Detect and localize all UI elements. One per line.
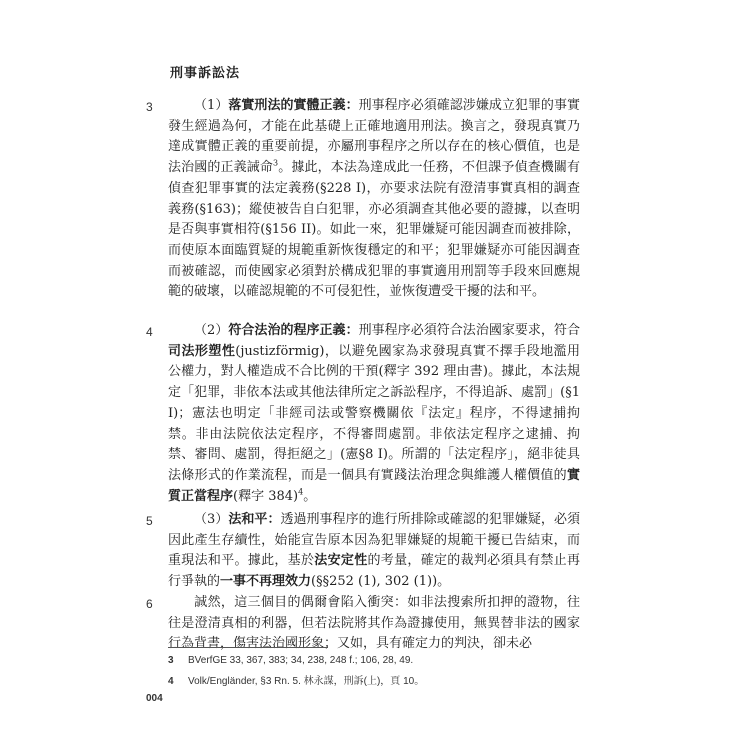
heading-substantive-justice: 落實刑法的實體正義： [228,98,359,113]
page-number: 004 [146,693,163,704]
footnote-divider [168,647,328,648]
margin-number: 6 [146,597,153,611]
footnote-ref-3: 3 [273,158,279,168]
heading-procedural-justice: 符合法治的程序正義： [228,323,359,338]
footnote-4: 4 Volk/Engländer, §3 Rn. 5. 林永謀，刑訴(上)，頁 10。 [168,676,425,687]
margin-number: 5 [146,514,153,528]
heading-legal-peace: 法和平： [228,512,281,527]
margin-number: 4 [146,325,153,339]
running-header: 刑事訴訟法 [170,66,241,81]
paragraph-4: （2）符合法治的程序正義：刑事程序必須符合法治國家要求，符合司法形塑性(justizförmig)，以避免國家為求發現真實不擇手段地濫用公權力，對人權造成不合比例的干預(釋字 392 理由書)。據此，本法規定「犯罪，非依本法或其他法律所定之訴訟程序，不得追訴、處罰」(§1 I)；憲法也明定「非經司法或警察機關依『法定』程序，不得逮捕拘禁。非由法院依法定程序，不得審問處罰。非依法定程序之逮捕、拘禁、審問、處罰，得拒絕之」(憲§8 I)。所謂的「法定程序」，絕非徒具法條形式的作業流程，而是一個具有實踐法治理念與維護人權價值的實質正當程序(釋字 384)$^4$。 [168,323,580,504]
footnote-3: 3 BVerfGE 33, 367, 383; 34, 238, 248 f.; 106, 28, 49. [168,655,414,666]
paragraph-5: （3）法和平：透過刑事程序的進行所排除或確認的犯罪嫌疑，必須因此產生存續性，始能宣告原本因為犯罪嫌疑的規範干擾已告結束，而重現法和平。據此，基於法安定性的考量，確定的裁判必須具有禁止再行爭執的一事不再理效力(§§252 (1), 302 (1))。 [168,512,580,590]
paragraph-3: （1）落實刑法的實體正義：刑事程序必須確認涉嫌成立犯罪的事實發生經過為何，才能在此基礎上正確地適用刑法。換言之，發現真實乃達成實體正義的重要前提，亦屬刑事程序之所以存在的核心價值，也是法治國的正義誡命$^3$。據此，本法為達成此一任務，不但課予偵查機關有偵查犯罪事實的法定義務(§228 I)，亦要求法院有澄清事實真相的調查義務(§163)；縱使被告自白犯罪，亦必須調查其他必要的證據，以查明是否與事實相符(§156 II)。如此一來，犯罪嫌疑可能因調查而被排除，而使原本面臨質疑的規範重新恢復穩定的和平；犯罪嫌疑亦可能因調查而被確認，而使國家必須對於構成犯罪的事實適用刑罰等手段來回應規範的破壞，以確認規範的不可侵犯性，並恢復遭受干擾的法和平。 [168,98,580,300]
footnote-ref-4: 4 [298,487,304,497]
paragraph-6: 誠然，這三個目的偶爾會陷入衝突：如非法搜索所扣押的證物，往往是澄清真相的利器，但若法院將其作為證據使用，無異替非法的國家行為背書，傷害法治國形象；又如，具有確定力的判決，卻未必 [168,595,580,652]
margin-number: 3 [146,100,153,114]
